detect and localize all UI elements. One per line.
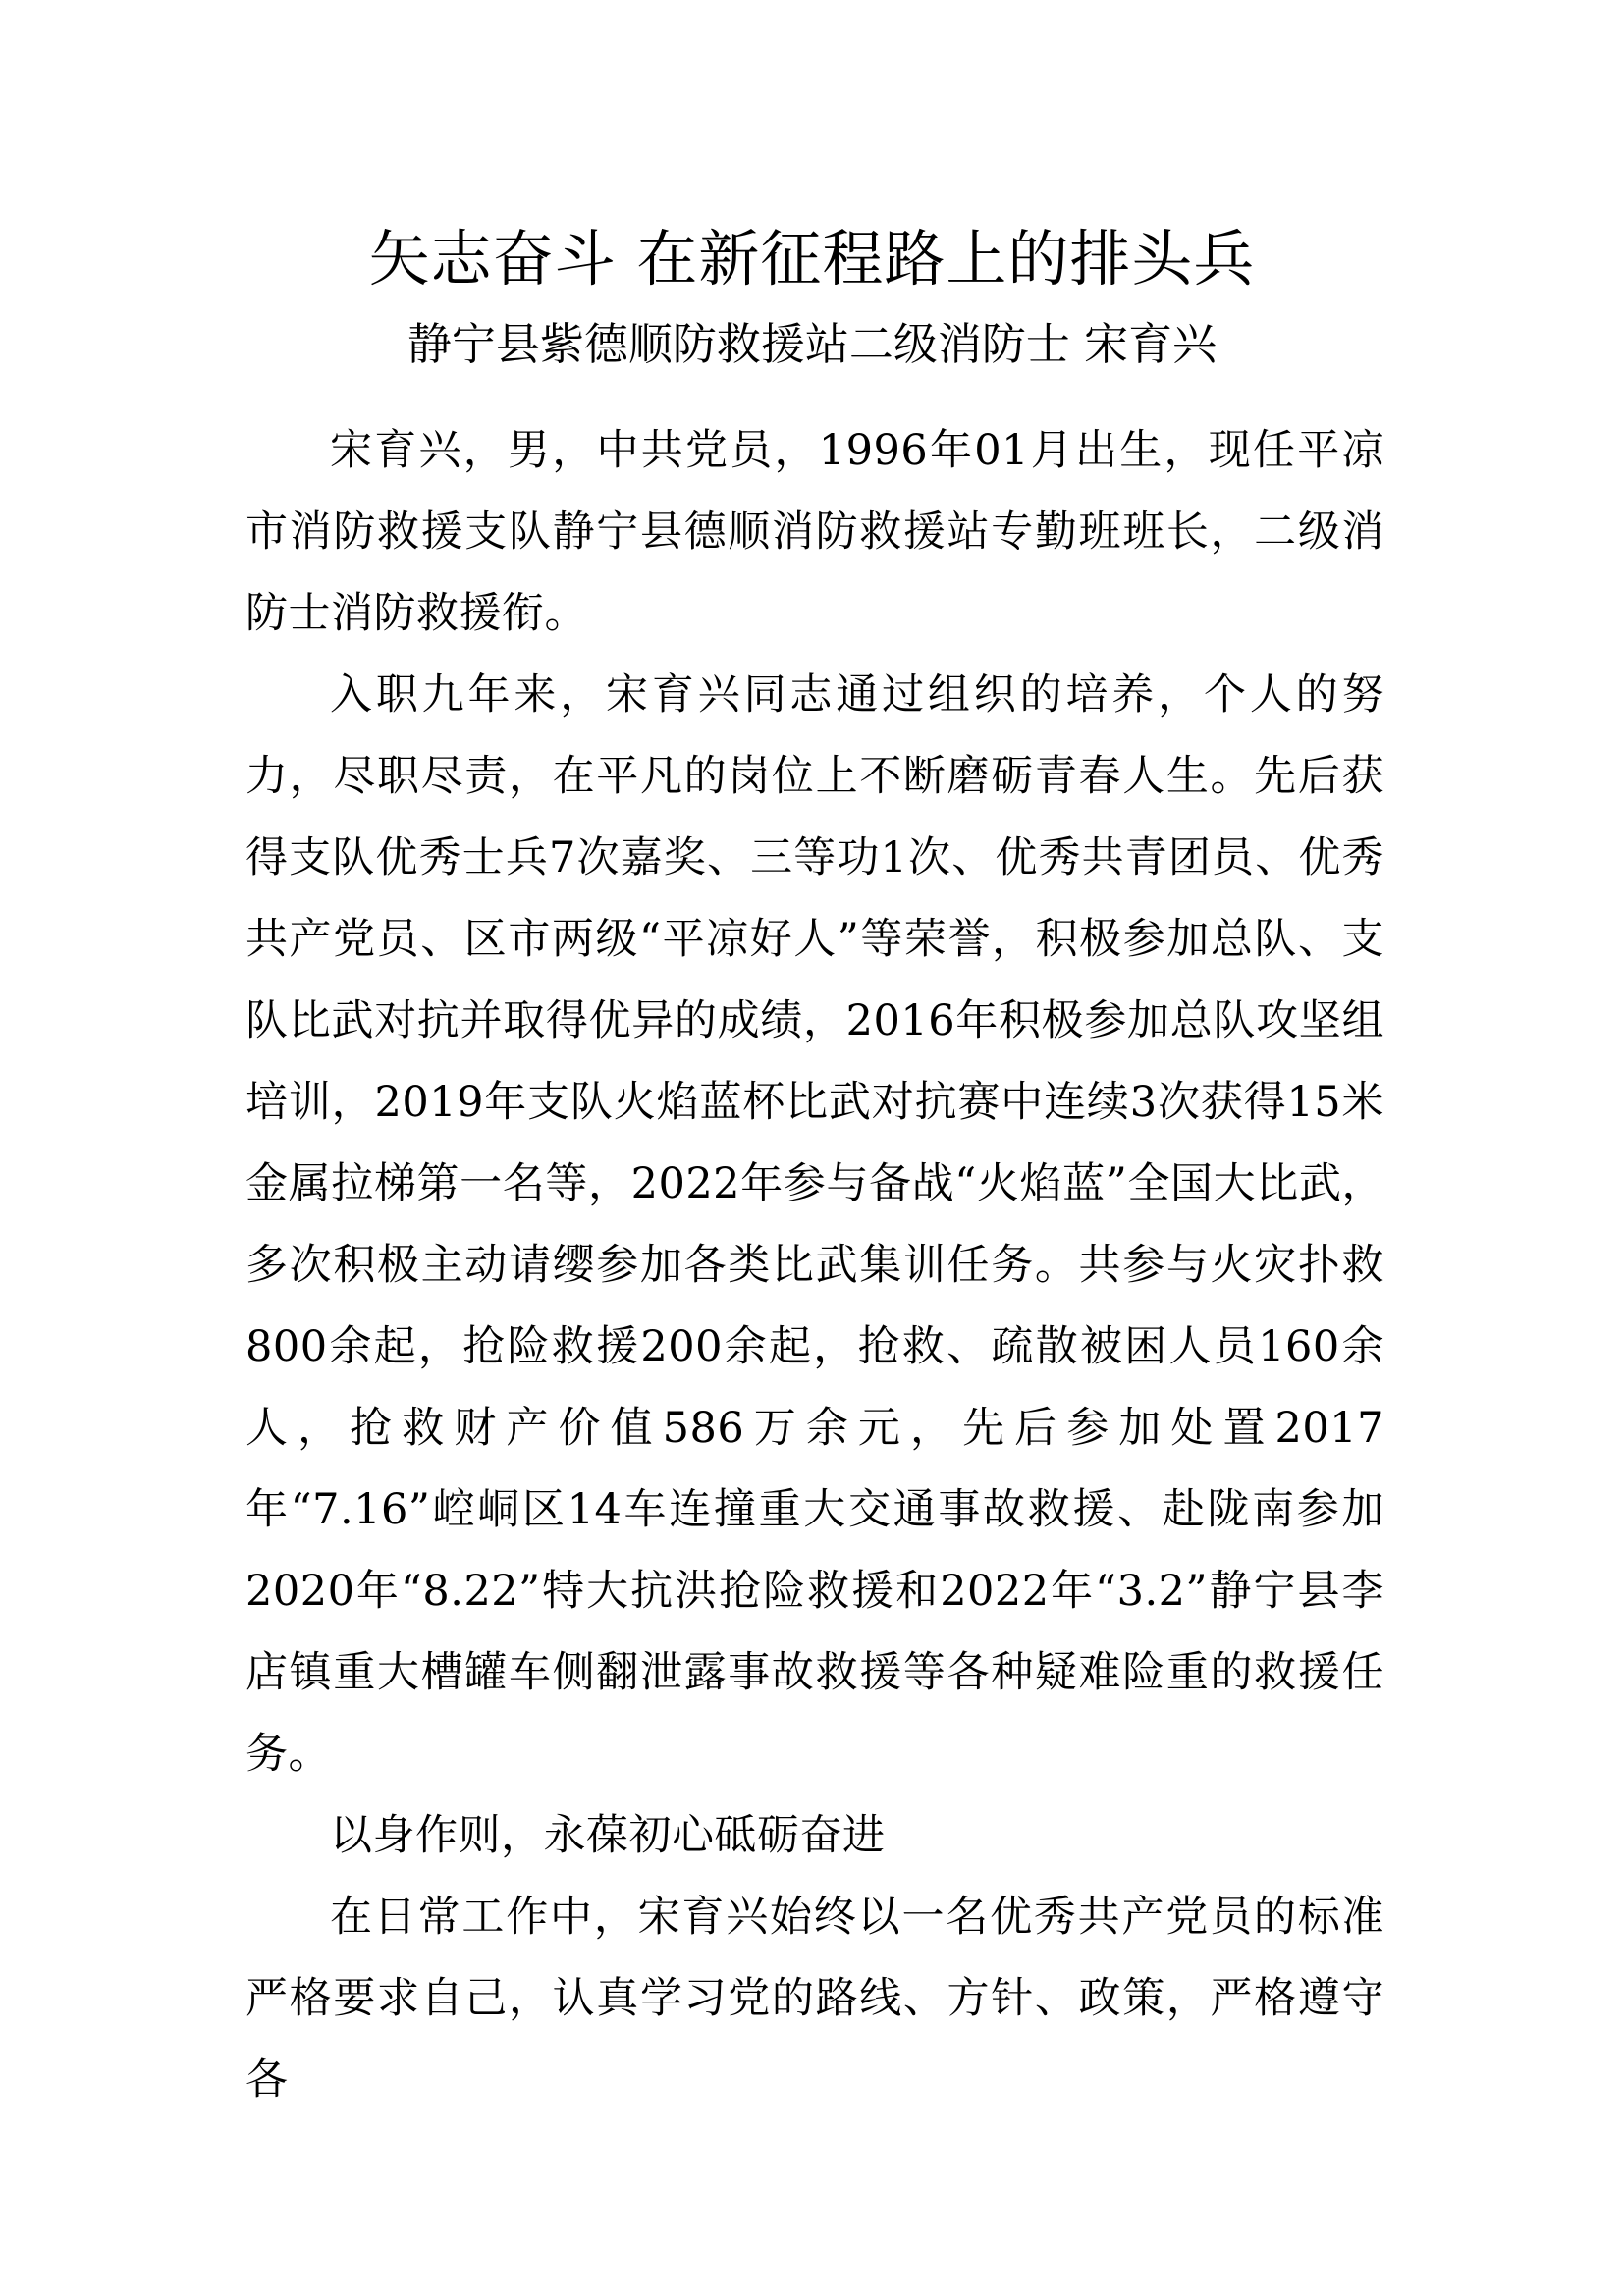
document-subtitle: 静宁县紫德顺防救援站二级消防士 宋育兴 xyxy=(406,318,1218,370)
paragraph-section-heading: 以身作则，永葆初心砥砺奋进 xyxy=(330,1811,886,1860)
paragraph-daily-work: 在日常工作中，宋育兴始终以一名优秀共产党员的标准严格要求自己，认真学习党的路线、方针、政策，严格遵守各 xyxy=(245,1893,1384,2105)
paragraph-achievements: 入职九年来，宋育兴同志通过组织的培养，个人的努力，尽职尽责，在平凡的岗位上不断磨砺青春人生。先后获得支队优秀士兵7次嘉奖、三等功1次、优秀共青团员、优秀共产党员、区市两级“平凉好人”等荣誉，积极参加总队、支队比武对抗并取得优异的成绩，2016年积极参加总队攻坚组培训，2019年支队火焰蓝杯比武对抗赛中连续3次获得15米金属拉梯第一名等，2022年参与备战“火焰蓝”全国大比武，多次积极主动请缨参加各类比武集训任务。共参与火灾扑救800余起，抢险救援200余起，抢救、疏散被困人员160余人，抢救财产价值586万余元，先后参加处置2017年“7.16”崆峒区14车连撞重大交通事故救援、赴陇南参加2020年“8.22”特大抗洪抢险救援和2022年“3.2”静宁县李店镇重大槽罐车侧翻泄露事故救援等各种疑难险重的救援任务。 xyxy=(245,670,1384,1779)
paragraph-intro: 宋育兴，男，中共党员，1996年01月出生，现任平凉市消防救援支队静宁县德顺消防救援站专勤班班长，二级消防士消防救援衔。 xyxy=(245,426,1384,638)
document-title: 矢志奋斗 在新征程路上的排头兵 xyxy=(368,223,1256,294)
document-body xyxy=(245,410,1384,2121)
